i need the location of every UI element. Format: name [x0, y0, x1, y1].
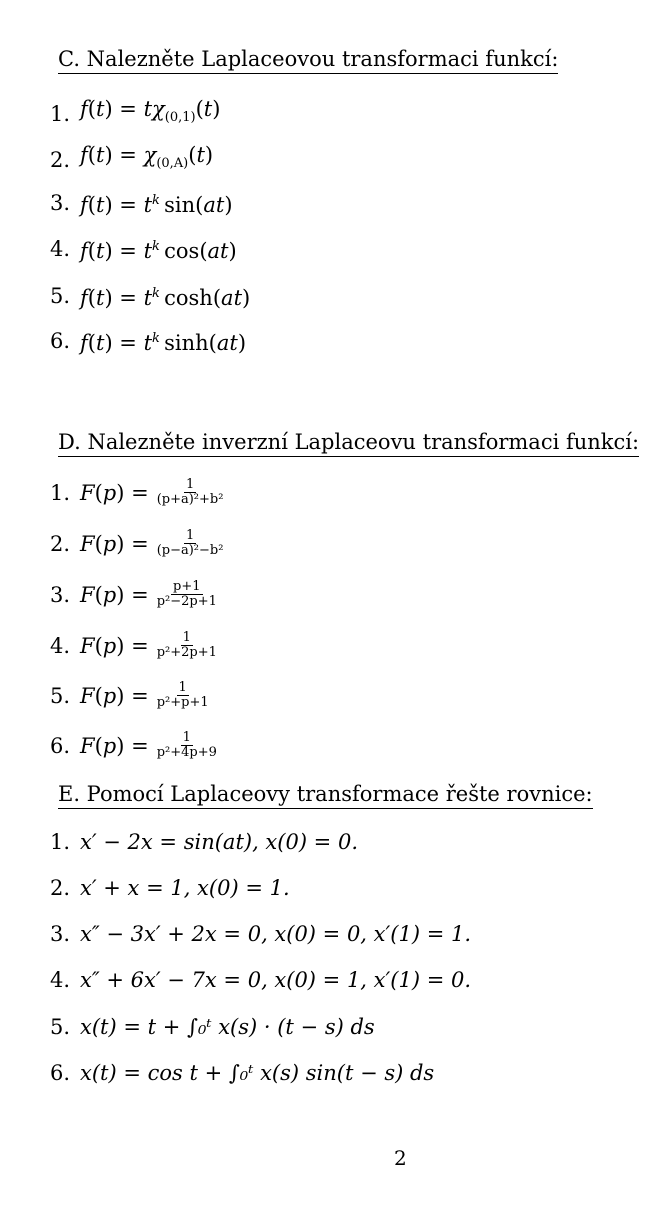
section-c-item-2 — [50, 141, 213, 178]
formula: F(p) = — [80, 633, 149, 658]
formula-function: cos — [164, 239, 200, 263]
fraction-denominator: (p−a)²−b² — [156, 543, 224, 558]
fraction — [155, 681, 211, 710]
formula-function: cosh — [164, 286, 213, 310]
formula: F(p) = — [80, 480, 149, 505]
fraction — [155, 529, 226, 558]
equation: x″ + 6x′ − 7x = 0, x(0) = 1, x′(1) = 0. — [80, 968, 472, 992]
formula-subscript: (0,A) — [156, 156, 189, 172]
equation: x″ − 3x′ + 2x = 0, x(0) = 0, x′(1) = 1. — [80, 922, 472, 946]
formula-function: sin — [164, 193, 196, 217]
section-d-item-6 — [50, 731, 219, 760]
section-c-item-1 — [50, 95, 220, 132]
page-number: 2 — [394, 1146, 407, 1170]
formula: F(p) = — [80, 733, 149, 758]
section-c-item-5 — [50, 280, 250, 312]
fraction-numerator: 1 — [182, 730, 191, 745]
item-number: 6. — [50, 733, 71, 758]
section-d-item-3 — [50, 580, 219, 609]
formula: $f(t) = t^k$ cos(at) — [80, 239, 237, 263]
fraction-numerator: 1 — [185, 477, 195, 492]
item-number: 2. — [50, 147, 71, 172]
section-c-item-6 — [50, 325, 246, 357]
item-number: 3. — [50, 582, 71, 607]
formula-subscript: (0,1) — [164, 110, 196, 126]
fraction-denominator: p²+p+1 — [156, 695, 209, 710]
fraction-denominator: (p+a)²+b² — [156, 492, 224, 507]
section-d-heading: D. Nalezněte inverzní Laplaceovu transformaci funkcí: — [58, 429, 639, 457]
equation: x′ − 2x = sin(at), x(0) = 0. — [80, 830, 358, 854]
section-d-item-2 — [50, 529, 225, 558]
section-c-item-4 — [50, 233, 237, 265]
section-e-item-2 — [50, 874, 290, 902]
item-number: 4. — [50, 633, 71, 658]
item-number: 5. — [50, 1015, 71, 1039]
formula: F(p) = — [80, 683, 149, 708]
fraction — [155, 631, 219, 660]
section-e-item-4 — [50, 966, 471, 994]
section-d-item-4 — [50, 631, 219, 660]
formula: $f(t) = \chi_{(0,A)}(t)$ — [80, 143, 214, 172]
section-e-item-6 — [50, 1059, 434, 1087]
fraction-numerator: 1 — [185, 528, 195, 543]
section-e-item-3 — [50, 920, 471, 948]
item-number: 2. — [50, 531, 71, 556]
item-number: 2. — [50, 876, 71, 900]
fraction-denominator: p²+2p+1 — [156, 645, 217, 660]
formula: F(p) = — [80, 582, 149, 607]
item-number: 3. — [50, 191, 71, 215]
fraction — [155, 731, 219, 760]
item-number: 5. — [50, 284, 71, 308]
item-number: 4. — [50, 237, 71, 261]
section-d-item-5 — [50, 681, 211, 710]
section-e-item-5 — [50, 1013, 375, 1041]
formula: $f(t) = t^k$ sinh(at) — [80, 331, 247, 355]
item-number: 5. — [50, 683, 71, 708]
section-c-item-3 — [50, 187, 233, 219]
formula: $f(t) = t\chi_{(0,1)}(t)$ — [80, 97, 221, 126]
item-number: 6. — [50, 329, 71, 353]
fraction-denominator: p²+4p+9 — [156, 745, 217, 760]
formula-function: sinh — [164, 331, 209, 355]
section-d-item-1 — [50, 478, 225, 507]
fraction — [155, 478, 226, 507]
equation: x′ + x = 1, x(0) = 1. — [80, 876, 290, 900]
fraction-denominator: p²−2p+1 — [156, 594, 217, 609]
item-number: 1. — [50, 101, 71, 126]
section-e-heading: E. Pomocí Laplaceovy transformace řešte rovnice: — [58, 781, 593, 809]
fraction-numerator: 1 — [178, 680, 187, 695]
item-number: 3. — [50, 922, 71, 946]
equation: x(t) = t + ∫₀ᵗ x(s) · (t − s) ds — [80, 1015, 375, 1039]
formula: $f(t) = t^k$ sin(at) — [80, 193, 233, 217]
fraction — [155, 580, 219, 609]
formula: F(p) = — [80, 531, 149, 556]
fraction-numerator: 1 — [182, 630, 191, 645]
item-number: 4. — [50, 968, 71, 992]
item-number: 6. — [50, 1061, 71, 1085]
section-c-heading: C. Nalezněte Laplaceovou transformaci funkcí: — [58, 46, 558, 74]
formula: $f(t) = t^k$ cosh(at) — [80, 286, 251, 310]
fraction-numerator: p+1 — [173, 579, 201, 594]
equation: x(t) = cos t + ∫₀ᵗ x(s) sin(t − s) ds — [80, 1061, 435, 1085]
item-number: 1. — [50, 480, 71, 505]
section-e-item-1 — [50, 828, 358, 856]
item-number: 1. — [50, 830, 71, 854]
